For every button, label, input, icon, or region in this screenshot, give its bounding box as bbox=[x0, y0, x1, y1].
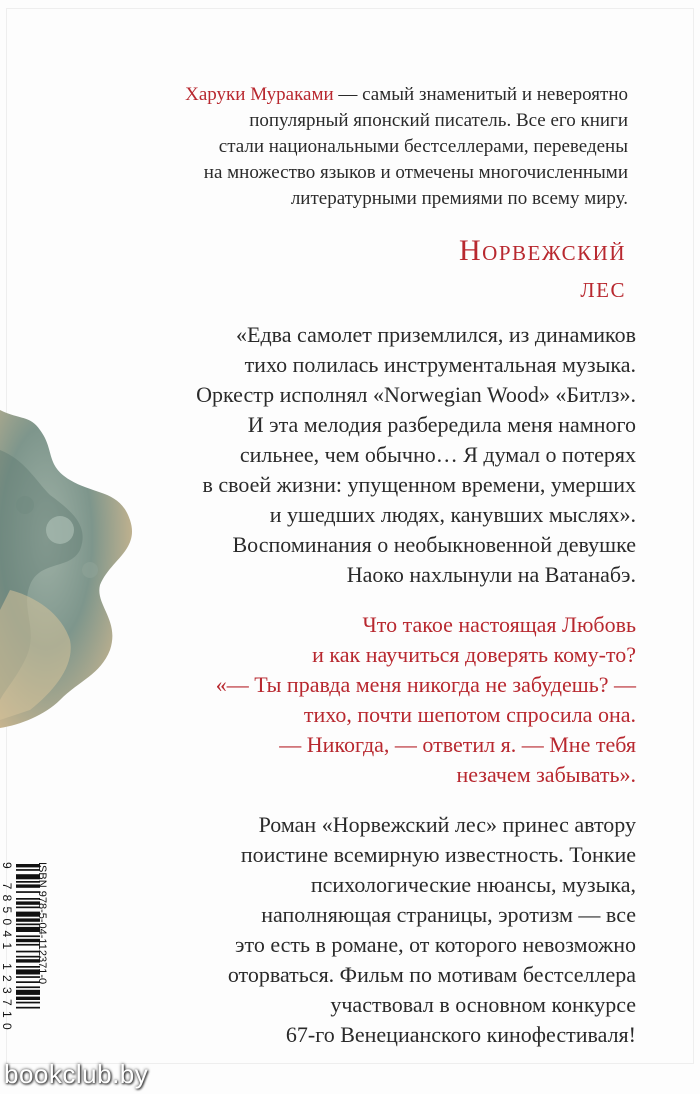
intro-line: популярный японский писатель. Все его книги bbox=[249, 110, 628, 131]
site-watermark: bookclub.by bbox=[4, 1059, 149, 1089]
dialogue-quote bbox=[136, 610, 636, 790]
description-line: это есть в романе, от которого невозможно bbox=[235, 932, 636, 957]
dialogue-line: незачем забывать». bbox=[456, 762, 636, 787]
author-name: Харуки Мураками bbox=[185, 84, 334, 105]
intro-line: стали национальными бестселлерами, переведены bbox=[218, 136, 628, 157]
author-intro bbox=[128, 82, 628, 212]
excerpt-line: сильнее, чем обычно… Я думал о потерях bbox=[239, 442, 636, 467]
excerpt-line: «Едва самолет приземлился, из динамиков bbox=[236, 322, 636, 347]
description-line: 67-го Венецианского кинофестиваля! bbox=[285, 1022, 636, 1047]
intro-line: на множество языков и отмечены многочисленными bbox=[203, 162, 628, 183]
description-line: участвовал в основном конкурсе bbox=[330, 992, 636, 1017]
isbn-text: ISBN 978-5-04-112371-0 bbox=[36, 862, 48, 985]
excerpt-quote bbox=[136, 320, 636, 590]
isbn-barcode-block bbox=[0, 862, 48, 1062]
description-line: оторваться. Фильм по мотивам бестселлера bbox=[227, 962, 636, 987]
excerpt-line: в своей жизни: упущенном времени, умерших bbox=[202, 472, 636, 497]
dialogue-line: и как научиться доверять кому-то? bbox=[312, 642, 636, 667]
intro-line: литературными премиями по всему миру. bbox=[290, 188, 628, 209]
excerpt-line: тихо полилась инструментальная музыка. bbox=[244, 352, 636, 377]
description-line: Роман «Норвежский лес» принес автору bbox=[258, 812, 636, 837]
dialogue-line: — Никогда, — ответил я. — Мне тебя bbox=[279, 732, 636, 757]
book-title bbox=[459, 232, 626, 306]
barcode-number: 9 785041 123710 bbox=[0, 862, 14, 1035]
excerpt-line: Оркестр исполнял «Norwegian Wood» «Битлз». bbox=[196, 382, 636, 407]
watercolor-illustration bbox=[0, 410, 150, 730]
excerpt-line: Воспоминания о необыкновенной девушке bbox=[232, 532, 636, 557]
dialogue-line: тихо, почти шепотом спросила она. bbox=[303, 702, 636, 727]
book-description bbox=[136, 810, 636, 1050]
description-line: поистине всемирную известность. Тонкие bbox=[240, 842, 636, 867]
excerpt-line: Наоко нахлынули на Ватанабэ. bbox=[346, 562, 636, 587]
description-line: психологические нюансы, музыка, bbox=[310, 872, 636, 897]
title-line: Норвежский bbox=[459, 234, 626, 267]
dialogue-line: «— Ты правда меня никогда не забудешь? — bbox=[215, 672, 636, 697]
description-line: наполняющая страницы, эротизм — все bbox=[261, 902, 636, 927]
excerpt-line: И эта мелодия разбередила меня намного bbox=[247, 412, 636, 437]
title-line: лес bbox=[580, 271, 626, 304]
dialogue-line: Что такое настоящая Любовь bbox=[362, 612, 636, 637]
barcode-digits bbox=[2, 862, 16, 1062]
intro-line: — самый знаменитый и невероятно bbox=[333, 84, 628, 105]
excerpt-line: и ушедших людях, канувших мыслях». bbox=[269, 502, 636, 527]
